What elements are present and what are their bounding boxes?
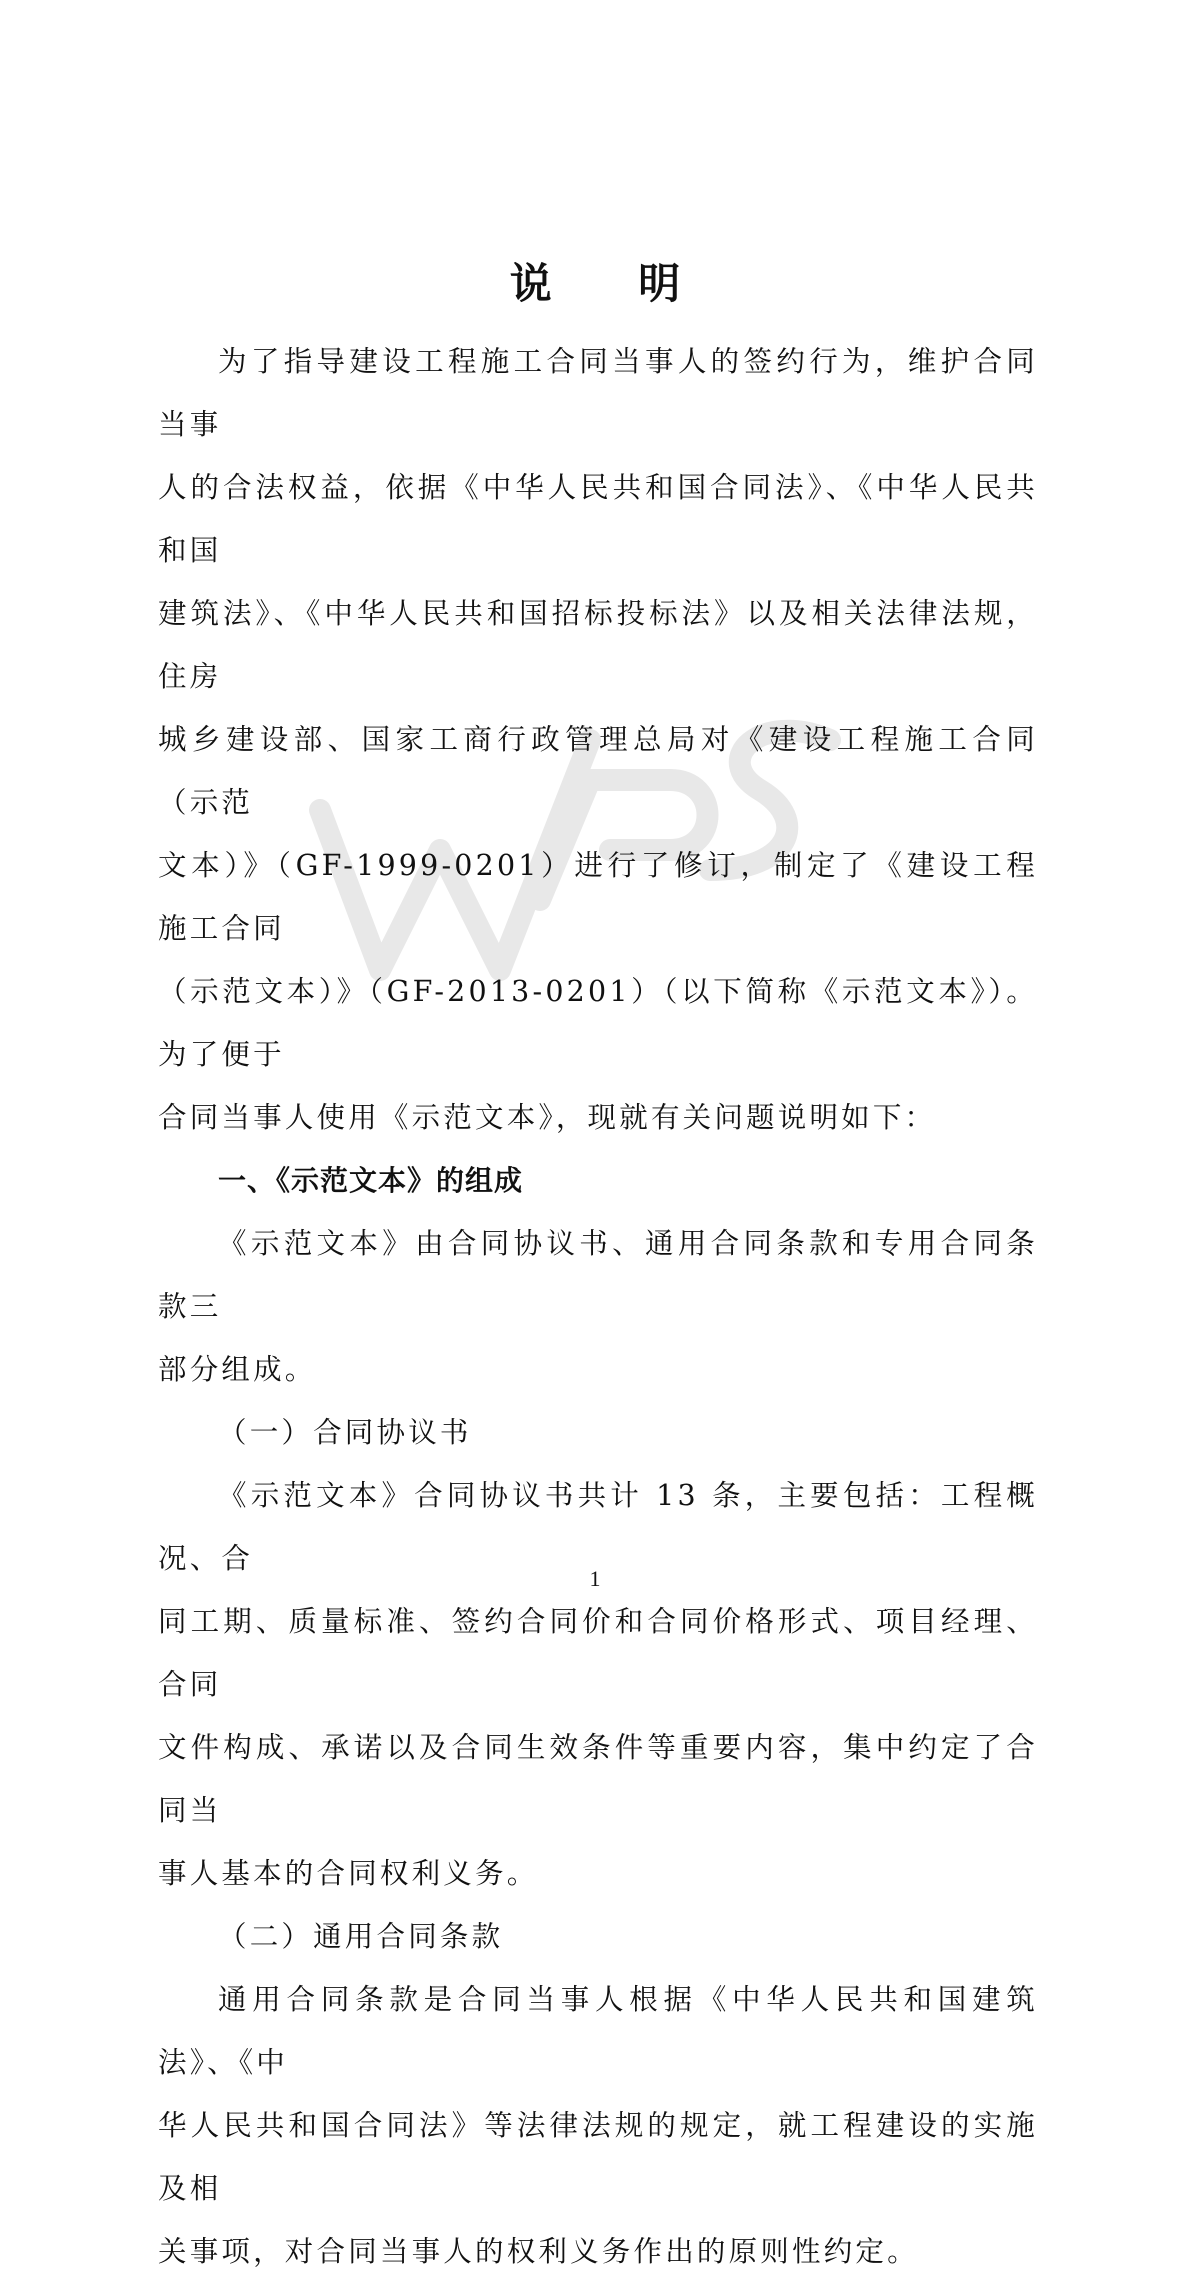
subsection-paragraph: 《示范文本》合同协议书共计 13 条，主要包括：工程概况、合 同工期、质量标准、签约合同价和合同价格形式、项目经理、合同 文件构成、承诺以及合同生效条件等重要内容，集中约定了合同当 事人基本的合同权利义务。 bbox=[158, 1479, 1038, 1890]
page-title: 说 明 bbox=[509, 259, 717, 308]
section-paragraph: 《示范文本》由合同协议书、通用合同条款和专用合同条款三 部分组成。 bbox=[158, 1227, 1038, 1386]
subsection-paragraph: 通用合同条款是合同当事人根据《中华人民共和国建筑法》、《中 华人民共和国合同法》等法律法规的规定，就工程建设的实施及相 关事项，对合同当事人的权利义务作出的原则性约定。 bbox=[158, 1983, 1038, 2268]
intro-paragraph: 为了指导建设工程施工合同当事人的签约行为，维护合同当事 人的合法权益，依据《中华人民共和国合同法》、《中华人民共和国 建筑法》、《中华人民共和国招标投标法》以及相关法律法规，住房 城乡建设部、国家工商行政管理总局对《建设工程施工合同（示范 文本）》（GF-1999-0201）进行了修订，制定了《建设工程施工合同 （示范文本）》（GF-2013-0201）（以下简称《示范文本》）。为了便于 合同当事人使用《示范文本》，现就有关问题说明如下： bbox=[158, 345, 1038, 1134]
page-number: 1 bbox=[589, 1566, 601, 1591]
section-heading: 一、《示范文本》的组成 bbox=[218, 1164, 524, 1197]
document-body bbox=[158, 330, 1038, 2283]
subsection-heading: （一）合同协议书 bbox=[218, 1416, 472, 1449]
subsection-heading: （二）通用合同条款 bbox=[218, 1920, 504, 1953]
